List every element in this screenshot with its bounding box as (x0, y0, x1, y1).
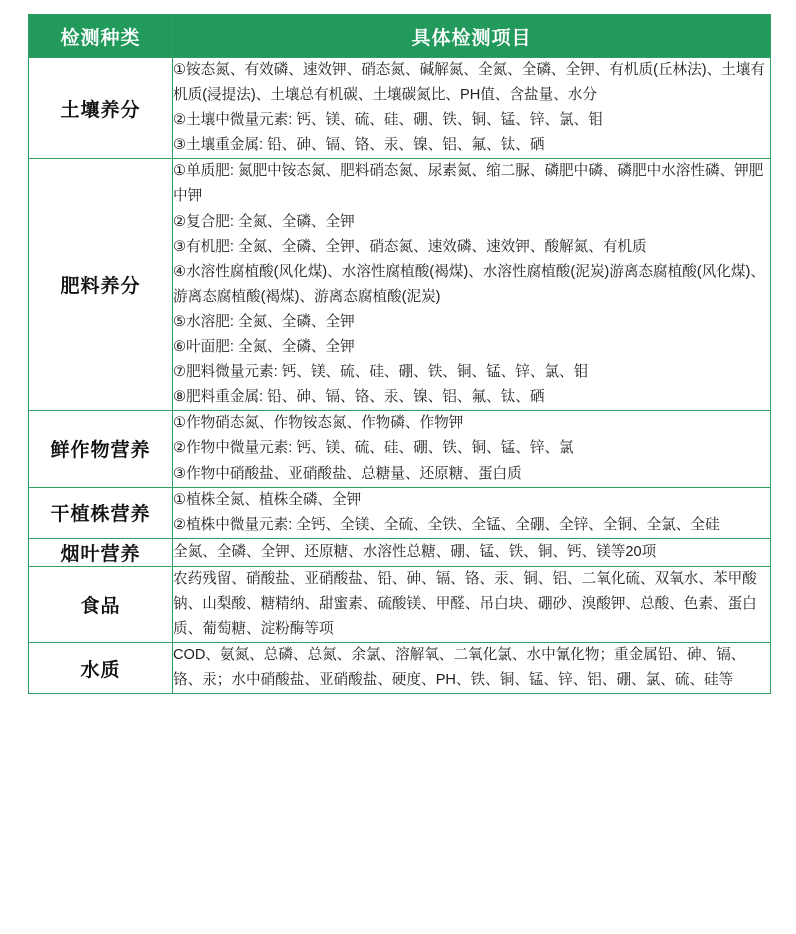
row-items-food (173, 566, 771, 642)
item-line: ②土壤中微量元素: 钙、镁、硫、硅、硼、铁、铜、锰、锌、氯、钼 (173, 112, 603, 129)
item-line: 农药残留、硝酸盐、亚硝酸盐、铅、砷、镉、铬、汞、铜、铝、二氧化硫、双氧水、苯甲酸钠、山梨酸、糖精纳、甜蜜素、硫酸镁、甲醛、吊白块、硼砂、溴酸钾、总酸、色素、蛋白质、葡萄糖、淀粉酶等项 (173, 570, 757, 637)
item-line: ②植株中微量元素: 全钙、全镁、全硫、全铁、全锰、全硼、全锌、全铜、全氯、全硅 (173, 516, 720, 533)
row-items-fertilizer-nutrients (173, 159, 771, 411)
table-row (29, 411, 771, 487)
item-line: ⑧肥料重金属: 铅、砷、镉、铬、汞、镍、铝、氟、钛、硒 (173, 389, 545, 406)
item-line: ⑦肥料微量元素: 钙、镁、硫、硅、硼、铁、铜、锰、锌、氯、钼 (173, 364, 589, 381)
table-row (29, 566, 771, 642)
row-kind-soil-nutrients: 土壤养分 (29, 58, 173, 159)
table-row (29, 538, 771, 566)
detection-items-table (28, 14, 771, 694)
row-kind-fresh-crop-nutrition: 鲜作物营养 (29, 411, 173, 487)
item-line: ⑥叶面肥: 全氮、全磷、全钾 (173, 339, 355, 356)
item-line: ①单质肥: 氮肥中铵态氮、肥料硝态氮、尿素氮、缩二脲、磷肥中磷、磷肥中水溶性磷、钾肥中钾 (173, 163, 764, 205)
row-kind-tobacco-leaf-nutrition: 烟叶营养 (29, 538, 173, 566)
item-line: ②复合肥: 全氮、全磷、全钾 (173, 213, 355, 230)
item-line: ②作物中微量元素: 钙、镁、硫、硅、硼、铁、铜、锰、锌、氯 (173, 440, 574, 457)
row-items-soil-nutrients (173, 58, 771, 159)
item-line: ①植株全氮、植株全磷、全钾 (173, 491, 362, 508)
table-row (29, 487, 771, 538)
row-items-fresh-crop-nutrition (173, 411, 771, 487)
item-line: ①铵态氮、有效磷、速效钾、硝态氮、碱解氮、全氮、全磷、全钾、有机质(丘林法)、土壤有机质(浸提法)、土壤总有机碳、土壤碳氮比、PH值、含盐量、水分 (173, 62, 765, 104)
table-body (29, 58, 771, 694)
row-items-tobacco-leaf-nutrition (173, 538, 771, 566)
table-row (29, 643, 771, 694)
header-cell-items: 具体检测项目 (173, 15, 771, 58)
item-line: ①作物硝态氮、作物铵态氮、作物磷、作物钾 (173, 415, 464, 432)
item-line: ⑤水溶肥: 全氮、全磷、全钾 (173, 313, 355, 330)
row-kind-food: 食品 (29, 566, 173, 642)
row-items-dry-plant-nutrition (173, 487, 771, 538)
table-header (29, 15, 771, 58)
table-header-row (29, 15, 771, 58)
header-cell-kind: 检测种类 (29, 15, 173, 58)
item-line: ③有机肥: 全氮、全磷、全钾、硝态氮、速效磷、速效钾、酸解氮、有机质 (173, 238, 647, 255)
item-line: ④水溶性腐植酸(风化煤)、水溶性腐植酸(褐煤)、水溶性腐植酸(泥炭)游离态腐植酸(风化煤)、游离态腐植酸(褐煤)、游离态腐植酸(泥炭) (173, 263, 765, 305)
item-line: ③作物中硝酸盐、亚硝酸盐、总糖量、还原糖、蛋白质 (173, 465, 522, 482)
row-items-water-quality (173, 643, 771, 694)
table-row (29, 58, 771, 159)
item-line: 全氮、全磷、全钾、还原糖、水溶性总糖、硼、锰、铁、铜、钙、镁等20项 (173, 543, 657, 560)
table-row (29, 159, 771, 411)
row-kind-water-quality: 水质 (29, 643, 173, 694)
item-line: COD、氨氮、总磷、总氮、余氯、溶解氧、二氧化氯、水中氰化物；重金属铅、砷、镉、铬、汞；水中硝酸盐、亚硝酸盐、硬度、PH、铁、铜、锰、锌、铝、硼、氯、硫、硅等 (173, 647, 746, 689)
row-kind-fertilizer-nutrients: 肥料养分 (29, 159, 173, 411)
item-line: ③土壤重金属: 铅、砷、镉、铬、汞、镍、铝、氟、钛、硒 (173, 137, 545, 154)
row-kind-dry-plant-nutrition: 干植株营养 (29, 487, 173, 538)
